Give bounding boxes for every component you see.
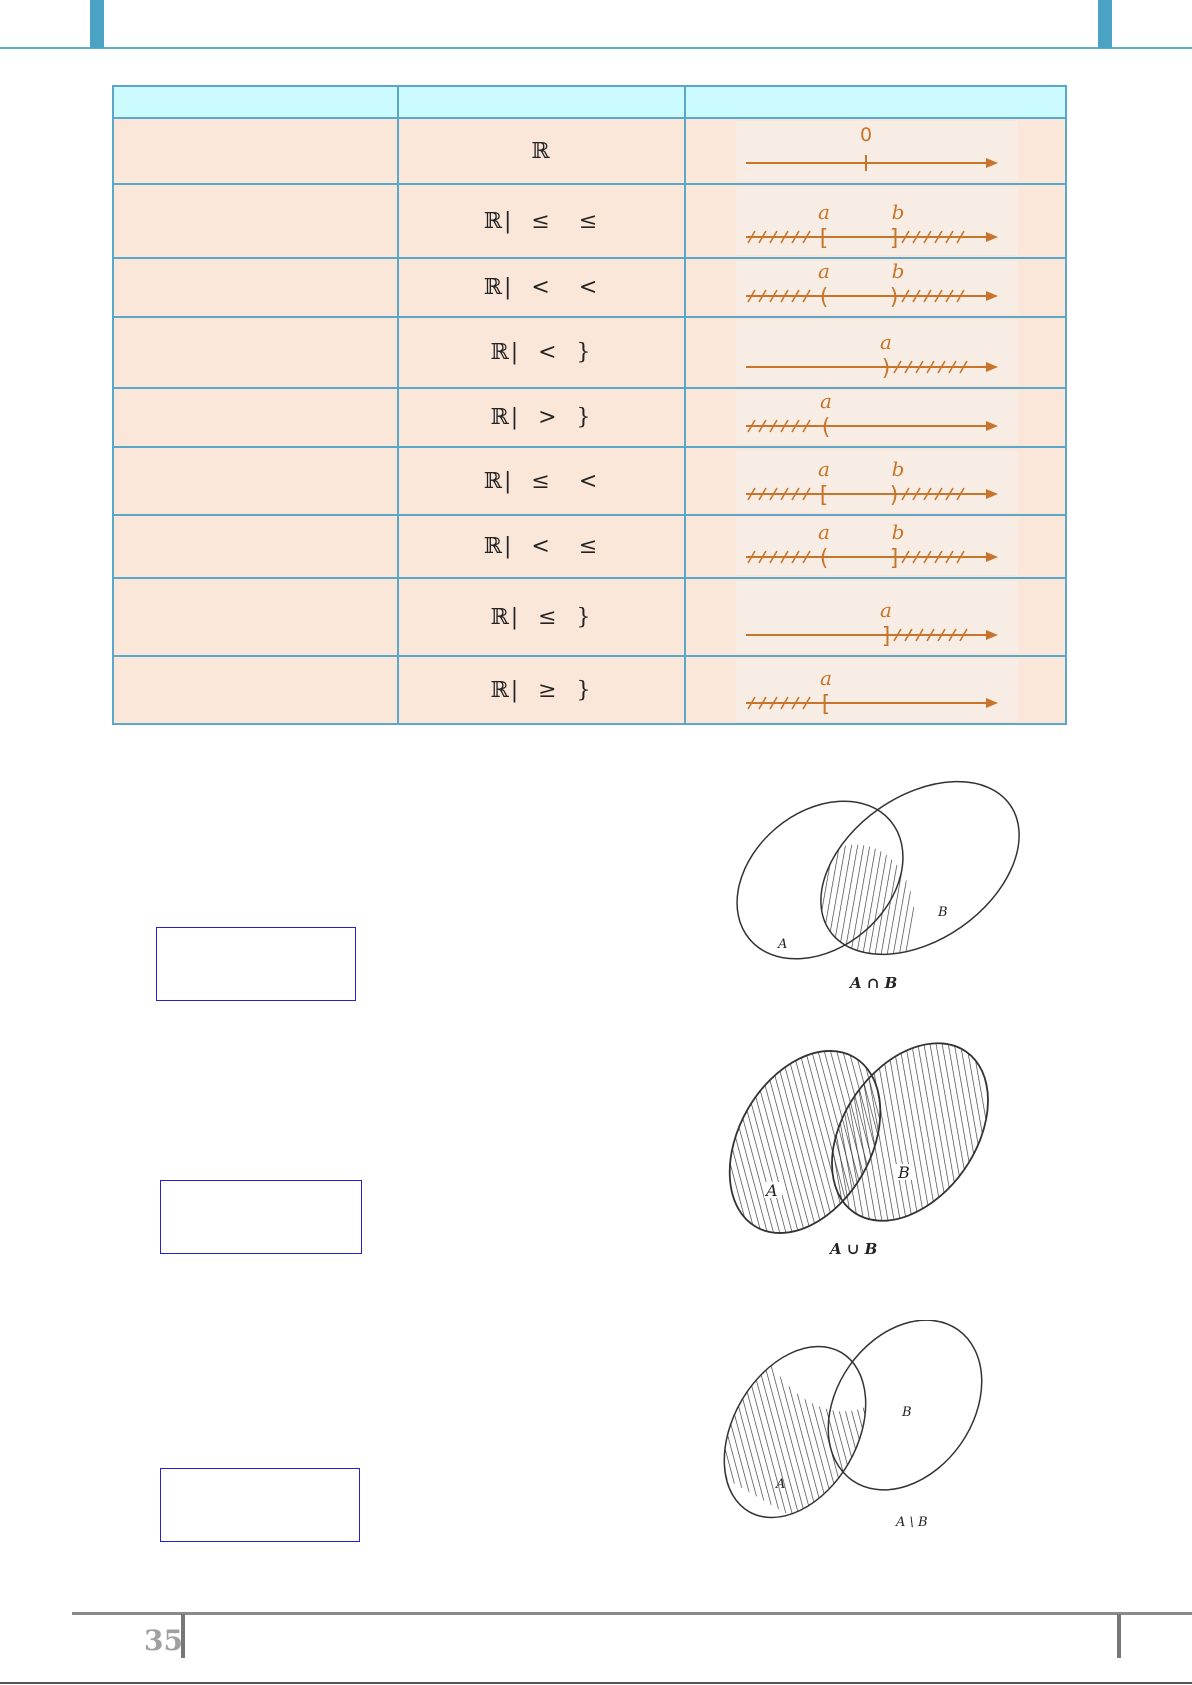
table-row <box>113 578 1066 656</box>
numberline-svg <box>736 659 1018 721</box>
interval-endpoint: ( <box>819 285 829 310</box>
axis-arrow <box>986 489 998 499</box>
venn-difference <box>720 1320 1010 1540</box>
set-notation: ℝ| < } <box>398 317 685 388</box>
interval-endpoint: ( <box>821 415 831 440</box>
name-cell <box>113 258 398 317</box>
table-row <box>113 515 1066 578</box>
endpoint-label: a <box>818 520 830 544</box>
header-rule <box>0 47 1192 49</box>
set-notation: ℝ <box>398 118 685 184</box>
axis-arrow <box>986 552 998 562</box>
endpoint-label: a <box>880 598 892 622</box>
axis-arrow <box>986 232 998 242</box>
axis-arrow <box>986 291 998 301</box>
numberline-svg <box>736 121 1018 181</box>
numberline-cell <box>685 184 1066 258</box>
table-row <box>113 656 1066 724</box>
axis-arrow <box>986 698 998 708</box>
set-notation: ℝ| ≥ } <box>398 656 685 724</box>
endpoint-label: 0 <box>859 124 873 146</box>
numberline <box>736 121 1018 181</box>
numberline <box>736 261 1018 314</box>
endpoint-label: a <box>818 457 830 481</box>
name-cell <box>113 656 398 724</box>
name-cell <box>113 447 398 515</box>
endpoint-label: a <box>820 391 832 413</box>
venn-label-b: B <box>898 1163 910 1182</box>
axis-arrow <box>986 421 998 431</box>
interval-endpoint: [ <box>821 692 831 717</box>
numberline-cell <box>685 118 1066 184</box>
numberline-cell <box>685 388 1066 447</box>
endpoint-label: b <box>891 261 905 283</box>
numberline-cell <box>685 317 1066 388</box>
axis-arrow <box>986 630 998 640</box>
name-cell <box>113 184 398 258</box>
interval-endpoint: ] <box>881 624 891 649</box>
page-number: 35 <box>144 1624 183 1657</box>
set-notation: ℝ| ≤ } <box>398 578 685 656</box>
set-notation: ℝ| < < <box>398 258 685 317</box>
venn-caption: A ∪ B <box>830 1240 878 1258</box>
table-row <box>113 317 1066 388</box>
axis-arrow <box>986 362 998 372</box>
endpoint-label: a <box>820 666 832 690</box>
venn-caption: A ∩ B <box>850 974 898 992</box>
numberline <box>736 320 1018 385</box>
name-cell <box>113 515 398 578</box>
set-notation: ℝ| < ≤ <box>398 515 685 578</box>
header-cell <box>113 86 398 118</box>
table-header-row <box>113 86 1066 118</box>
numberline <box>736 450 1018 512</box>
interval-endpoint: ) <box>889 285 899 310</box>
venn-label-b: B <box>938 905 948 920</box>
interval-endpoint: ] <box>889 226 899 251</box>
endpoint-label: a <box>880 330 892 354</box>
name-cell <box>113 317 398 388</box>
venn-label-a: A <box>776 1477 786 1492</box>
footer-rule <box>72 1612 1192 1615</box>
footer-bottom-rule <box>0 1682 1192 1684</box>
venn-label-a: A <box>778 937 788 952</box>
venn-union <box>720 1040 1010 1270</box>
interval-endpoint: [ <box>819 226 829 251</box>
numberline-cell <box>685 515 1066 578</box>
interval-endpoint: ) <box>881 356 891 381</box>
interval-endpoint: [ <box>819 483 829 508</box>
numberline-svg <box>736 320 1018 385</box>
venn-label-b: B <box>902 1405 912 1420</box>
union-formula-box <box>160 1180 362 1254</box>
numberline-svg <box>736 261 1018 314</box>
numberline <box>736 187 1018 255</box>
endpoint-label: b <box>891 520 905 544</box>
interval-endpoint: ) <box>889 483 899 508</box>
endpoint-label: a <box>818 261 830 283</box>
intersection-formula-box <box>156 927 356 1001</box>
interval-endpoint: ( <box>819 546 829 571</box>
numberline-cell <box>685 656 1066 724</box>
table-row <box>113 184 1066 258</box>
numberline <box>736 659 1018 721</box>
numberline <box>736 391 1018 444</box>
table-row <box>113 388 1066 447</box>
interval-table <box>112 85 1067 725</box>
numberline-svg <box>736 518 1018 575</box>
numberline-svg <box>736 187 1018 255</box>
name-cell <box>113 388 398 447</box>
numberline-cell <box>685 447 1066 515</box>
endpoint-label: b <box>891 457 905 481</box>
set-notation: ℝ| > } <box>398 388 685 447</box>
venn-intersection <box>720 780 1040 1000</box>
table-row <box>113 118 1066 184</box>
numberline-svg <box>736 581 1018 653</box>
header-cell <box>685 86 1066 118</box>
numberline-svg <box>736 450 1018 512</box>
footer-divider-right <box>1117 1614 1121 1658</box>
set-notation: ℝ| ≤ ≤ <box>398 184 685 258</box>
endpoint-label: a <box>818 200 830 224</box>
table-row <box>113 258 1066 317</box>
endpoint-label: b <box>891 200 905 224</box>
axis-arrow <box>986 158 998 168</box>
numberline-cell <box>685 578 1066 656</box>
set-notation: ℝ| ≤ < <box>398 447 685 515</box>
header-cell <box>398 86 685 118</box>
numberline <box>736 518 1018 575</box>
header-tab-left <box>90 0 104 48</box>
interval-endpoint: ] <box>889 546 899 571</box>
numberline-svg <box>736 391 1018 444</box>
name-cell <box>113 118 398 184</box>
name-cell <box>113 578 398 656</box>
numberline <box>736 581 1018 653</box>
numberline-cell <box>685 258 1066 317</box>
difference-formula-box <box>160 1468 360 1542</box>
venn-caption: A \ B <box>896 1515 928 1530</box>
venn-label-a: A <box>766 1181 778 1200</box>
header-tab-right <box>1098 0 1112 48</box>
table-row <box>113 447 1066 515</box>
